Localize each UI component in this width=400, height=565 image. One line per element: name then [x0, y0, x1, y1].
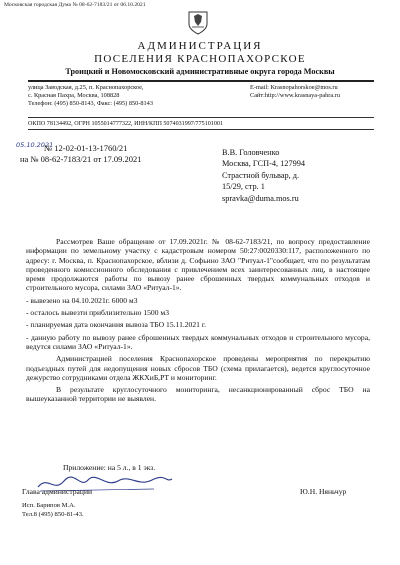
body-list-item: - данную работу по вывозу ранее сброшенных твердых коммунальных отходов и строительного мусора, ведутся силами ЗАО «Ритуал-1». [26, 332, 370, 351]
executor-info [22, 502, 84, 520]
recipient-email[interactable]: spravka@duma.mos.ru [222, 193, 299, 203]
executor-name: Исп. Барипов М.А. [22, 502, 76, 509]
header-divider [28, 80, 374, 82]
recipient-line: Страстной бульвар, д. [222, 170, 300, 180]
divider [28, 129, 374, 130]
header-title: АДМИНИСТРАЦИЯ [137, 40, 263, 52]
recipient-line: 15/29, стр. 1 [222, 182, 265, 192]
reference-number-line: на № 08-62-7183/21 от 17.09.2021 [20, 154, 142, 164]
website-link[interactable]: Сайт:http://www.krasnaya-pahra.ru [250, 92, 340, 100]
sender-contacts [250, 84, 340, 100]
handwritten-date: 05.10.2021 [16, 141, 54, 149]
recipient-line: Москва, ГСП-4, 127994 [222, 159, 306, 169]
body-paragraph: В результате круглосуточного мониторинга, несанкционированный сброс ТБО на вышеуказанной территории не выявлен. [26, 385, 370, 404]
outgoing-number-line: № 12-02-01-13-1760/21 [44, 143, 128, 153]
email-link[interactable]: E-mail: Krasnopahorskoe@mos.ru [250, 84, 338, 91]
outgoing-number [20, 143, 142, 165]
enclosure-note: Приложение: на 5 л., в 1 экз. [63, 463, 156, 472]
header-district: Троицкий и Новомосковский административные округа города Москвы [65, 67, 335, 76]
sender-address [28, 84, 153, 109]
body-list-item: - планируемая дата окончания вывоза ТБО 15.11.2021 г. [26, 320, 207, 330]
address-line: с. Красная Пахра, Москва, 108828 [28, 92, 120, 100]
divider [28, 117, 374, 118]
coat-of-arms-icon [186, 10, 210, 36]
body-list-item: - осталось вывезти приблизительно 1500 м3 [26, 308, 170, 318]
signatory-title: Глава администрации [22, 487, 93, 496]
address-line: Телефон: (495) 850-8143, Факс: (495) 850-8143 [28, 100, 153, 108]
registration-stamp-line: Московская городская Дума № 08-62-7183/21 от 06.10.2021 [4, 2, 146, 8]
letter-body [26, 237, 370, 407]
header-subtitle: ПОСЕЛЕНИЯ КРАСНОПАХОРСКОЕ [94, 53, 306, 65]
executor-phone: Тел.8 (495) 850-81-43. [22, 510, 84, 518]
body-paragraph: Рассмотрев Ваше обращение от 17.09.2021г. № 08-62-7183/21, по вопросу предоставление информации по земельному участку с кадастровым номером 50:27:0020330:117, расположенного по адресу: г. Москва, п. Краснопахорское, вблизи д. Софьино ЗАО "Ритуал-1"сообщает, что по результатам проведенного комиссионного обследования с привлечением всех заинтересованных лиц, в настоящее время продолжаются работы по вывозу ранее сброшенных твердых коммунальных отходов и строительного мусора, силами ЗАО «Ритуал-1». [26, 237, 370, 293]
body-paragraph: Администрацией поселения Краснопахорское проведены мероприятия по перекрытию подъездных путей для недопущения новых сбросов ТБО (схема прилагается), ведется круглосуточное дежурство сотрудниками отдела ЖКХиБ,РТ и мониторинг. [26, 354, 370, 382]
signatory-name: Ю.Н. Няньчур [300, 487, 347, 496]
recipient-block [222, 147, 305, 204]
registration-codes: ОКПО 78134492, ОГРН 1055014777322, ИНН/КПП 5074031997/775101001 [28, 121, 223, 127]
recipient-line: В.В. Головченко [222, 148, 280, 157]
body-list-item: - вывезено на 04.10.2021г. 6000 м3 [26, 295, 138, 305]
address-line: улица Заводская, д.25, п. Краснопахорское, [28, 84, 144, 91]
